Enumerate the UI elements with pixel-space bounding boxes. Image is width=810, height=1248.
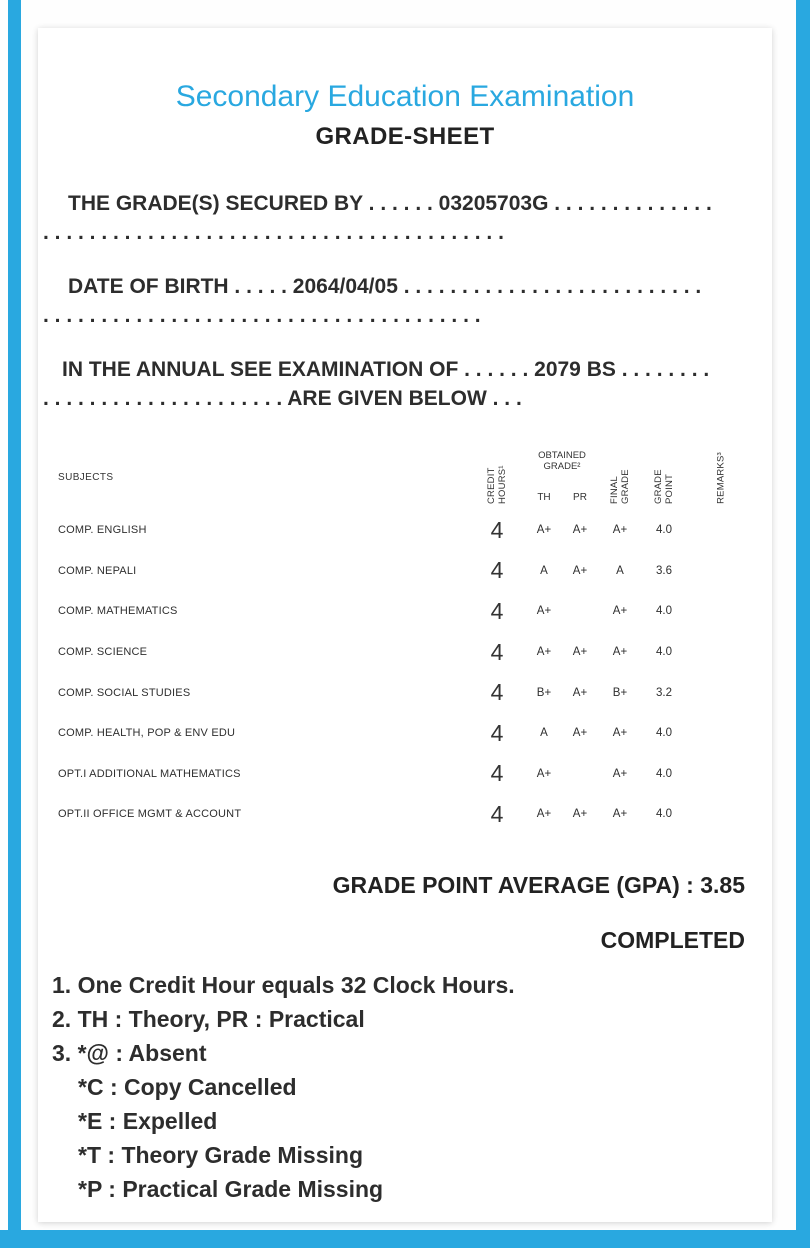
grade-point-cell: 3.6 <box>656 564 672 577</box>
subject-cell: COMP. SOCIAL STUDIES <box>58 686 191 699</box>
footnote-credit-hour: 1. One Credit Hour equals 32 Clock Hours. <box>52 971 515 998</box>
col-header-subjects: SUBJECTS <box>58 472 114 483</box>
grade-point-cell: 3.2 <box>656 686 672 699</box>
footnote-th-pr: 2. TH : Theory, PR : Practical <box>52 1005 365 1032</box>
grade-point-cell: 4.0 <box>656 727 672 740</box>
credit-hours-cell: 4 <box>490 557 504 584</box>
credit-hours-cell: 4 <box>490 800 504 827</box>
pr-grade-cell: A+ <box>572 646 588 659</box>
col-header-th: TH <box>537 492 551 503</box>
th-grade-cell: A+ <box>536 808 552 821</box>
footnote-theory-missing: *T : Theory Grade Missing <box>78 1141 363 1168</box>
final-grade-cell: A+ <box>612 605 628 618</box>
exam-line1: IN THE ANNUAL SEE EXAMINATION OF . . . . . . 2079 BS . . . . . . . . <box>62 358 710 381</box>
dob-line2: . . . . . . . . . . . . . . . . . . . . . . . . . . . . . . . . . . . . . . <box>43 304 481 327</box>
final-grade-cell: B+ <box>612 686 628 699</box>
completion-status: COMPLETED <box>600 926 745 953</box>
col-header-credit-hours: CREDIT HOURS¹ <box>486 464 508 504</box>
pr-grade-cell: A+ <box>572 727 588 740</box>
final-grade-cell: A+ <box>612 808 628 821</box>
table-row <box>38 551 772 592</box>
pr-grade-cell: A+ <box>572 524 588 537</box>
final-grade-cell: A+ <box>612 767 628 780</box>
date-of-birth-statement <box>38 272 772 330</box>
gpa-line: GRADE POINT AVERAGE (GPA) : 3.85 <box>332 871 745 898</box>
th-grade-cell: B+ <box>536 686 552 699</box>
footnotes <box>38 968 772 1206</box>
grade-sheet-card <box>38 28 772 1222</box>
final-grade-cell: A <box>616 564 624 577</box>
grade-point-cell: 4.0 <box>656 808 672 821</box>
col-header-grade-point: GRADE POINT <box>653 468 675 504</box>
subject-cell: COMP. MATHEMATICS <box>58 605 178 618</box>
obtained-grade-label: OBTAINED GRADE² <box>538 450 586 472</box>
credit-hours-cell: 4 <box>490 516 504 543</box>
bottom-border-stripe <box>0 1230 810 1248</box>
table-row <box>38 794 772 835</box>
subject-cell: OPT.II OFFICE MGMT & ACCOUNT <box>58 808 242 821</box>
col-header-obtained-grade <box>526 445 598 510</box>
subject-cell: COMP. HEALTH, POP & ENV EDU <box>58 727 236 740</box>
th-grade-cell: A+ <box>536 524 552 537</box>
final-grade-cell: A+ <box>612 727 628 740</box>
grade-point-cell: 4.0 <box>656 524 672 537</box>
table-row <box>38 672 772 713</box>
page-title: Secondary Education Examination <box>175 80 635 113</box>
credit-hours-cell: 4 <box>490 597 504 624</box>
subject-cell: COMP. ENGLISH <box>58 524 147 537</box>
final-grade-cell: A+ <box>612 646 628 659</box>
grade-point-cell: 4.0 <box>656 767 672 780</box>
secured-by-line2: . . . . . . . . . . . . . . . . . . . . . . . . . . . . . . . . . . . . . . . . <box>43 221 504 244</box>
table-row <box>38 713 772 754</box>
col-header-pr: PR <box>573 492 587 503</box>
left-border-stripe <box>8 0 21 1248</box>
dob-line1: DATE OF BIRTH . . . . . 2064/04/05 . . . . . . . . . . . . . . . . . . . . . . . . . . <box>68 275 702 298</box>
th-grade-cell: A <box>540 727 548 740</box>
th-grade-cell: A <box>540 564 548 577</box>
footnote-practical-missing: *P : Practical Grade Missing <box>78 1175 384 1202</box>
right-border-stripe <box>796 0 810 1248</box>
pr-grade-cell: A+ <box>572 808 588 821</box>
th-grade-cell: A+ <box>536 605 552 618</box>
table-row <box>38 510 772 551</box>
footnote-absent: 3. *@ : Absent <box>52 1039 207 1066</box>
col-header-final-grade: FINAL GRADE <box>609 468 631 504</box>
th-grade-cell: A+ <box>536 767 552 780</box>
statements <box>38 189 772 413</box>
footnote-expelled: *E : Expelled <box>78 1107 218 1134</box>
exam-year-statement <box>38 355 772 413</box>
subject-cell: COMP. SCIENCE <box>58 646 148 659</box>
table-row <box>38 632 772 673</box>
col-header-remarks: REMARKS³ <box>715 451 727 504</box>
pr-grade-cell: A+ <box>572 686 588 699</box>
exam-line2: . . . . . . . . . . . . . . . . . . . . . ARE GIVEN BELOW . . . <box>43 387 522 410</box>
credit-hours-cell: 4 <box>490 760 504 787</box>
th-grade-cell: A+ <box>536 646 552 659</box>
table-row <box>38 591 772 632</box>
table-header <box>38 445 772 510</box>
credit-hours-cell: 4 <box>490 638 504 665</box>
credit-hours-cell: 4 <box>490 719 504 746</box>
grade-point-cell: 4.0 <box>656 646 672 659</box>
credit-hours-cell: 4 <box>490 679 504 706</box>
final-grade-cell: A+ <box>612 524 628 537</box>
grade-point-cell: 4.0 <box>656 605 672 618</box>
secured-by-statement <box>38 189 772 247</box>
footnote-copy-cancelled: *C : Copy Cancelled <box>78 1073 297 1100</box>
doc-subtitle: GRADE-SHEET <box>315 123 495 150</box>
th-pr-subheaders <box>526 492 598 503</box>
table-row <box>38 754 772 795</box>
subject-cell: OPT.I ADDITIONAL MATHEMATICS <box>58 767 241 780</box>
pr-grade-cell: A+ <box>572 564 588 577</box>
secured-by-line1: THE GRADE(S) SECURED BY . . . . . . 03205703G . . . . . . . . . . . . . . <box>68 192 712 215</box>
subject-cell: COMP. NEPALI <box>58 564 137 577</box>
